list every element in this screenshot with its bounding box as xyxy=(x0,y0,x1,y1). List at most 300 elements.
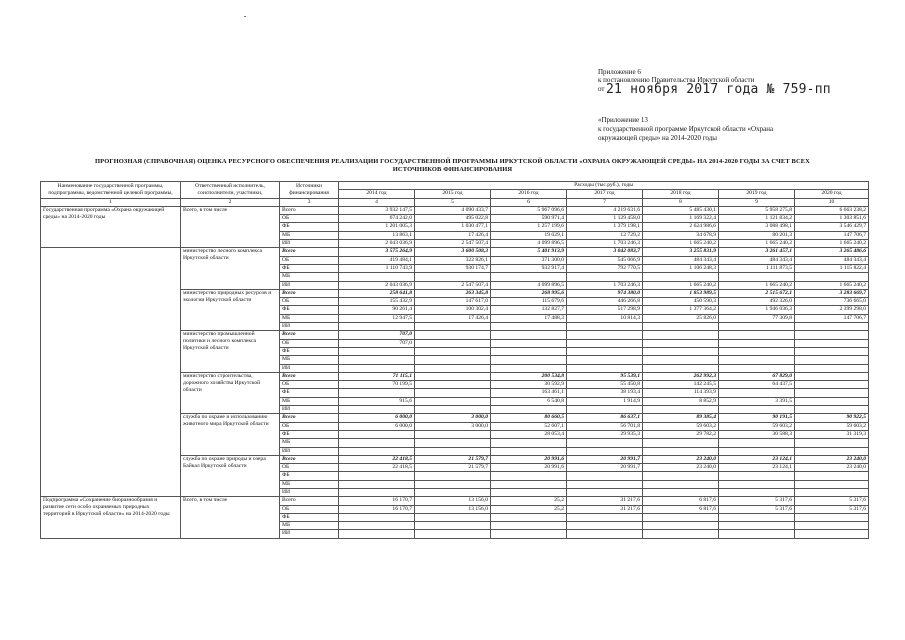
value-cell xyxy=(567,356,643,364)
value-cell xyxy=(567,488,643,496)
year-header: 2020 год xyxy=(795,190,869,198)
value-cell: 450 590,3 xyxy=(643,298,719,306)
scan-speck xyxy=(244,16,246,17)
value-cell: 1 665 240,2 xyxy=(719,240,795,248)
value-cell xyxy=(795,339,869,347)
value-cell: 59 603,2 xyxy=(795,422,869,430)
source-cell: ИИ xyxy=(280,530,339,538)
decree-prefix: от xyxy=(598,85,605,93)
value-cell xyxy=(795,389,869,397)
value-cell: 1 257 199,6 xyxy=(491,223,567,231)
value-cell xyxy=(795,381,869,389)
value-cell: 21 579,7 xyxy=(415,455,491,463)
value-cell xyxy=(795,439,869,447)
value-cell xyxy=(491,356,567,364)
value-cell xyxy=(795,331,869,339)
value-cell: 1 703 246,3 xyxy=(567,281,643,289)
value-cell: 38 193,4 xyxy=(567,389,643,397)
value-cell: 371 300,0 xyxy=(491,256,567,264)
value-cell: 4 099 896,5 xyxy=(491,240,567,248)
value-cell: 80 201,3 xyxy=(719,231,795,239)
value-cell: 29 935,3 xyxy=(567,430,643,438)
source-cell: ФБ xyxy=(280,472,339,480)
column-number: 8 xyxy=(643,198,719,206)
value-cell: 258 641,8 xyxy=(339,289,415,297)
value-cell xyxy=(415,381,491,389)
value-cell: 1 106 248,3 xyxy=(643,264,719,272)
value-cell xyxy=(719,472,795,480)
value-cell: 31 319,3 xyxy=(795,430,869,438)
value-cell xyxy=(719,339,795,347)
value-cell: 34 678,9 xyxy=(643,231,719,239)
source-cell: МБ xyxy=(280,314,339,322)
column-number: 3 xyxy=(280,198,339,206)
value-cell xyxy=(719,488,795,496)
program-name-cell xyxy=(41,372,181,413)
table-body xyxy=(41,206,869,538)
value-cell: 792 770,5 xyxy=(567,264,643,272)
value-cell xyxy=(643,339,719,347)
financing-table xyxy=(40,181,869,539)
value-cell: 1 946 036,3 xyxy=(719,306,795,314)
decree-date-stamp: 21 ноября 2017 года № 759-пп xyxy=(606,82,831,97)
value-cell: 484 343,4 xyxy=(719,256,795,264)
value-cell: 16 170,7 xyxy=(339,497,415,505)
value-cell: 21 579,7 xyxy=(415,464,491,472)
value-cell: 674 242,0 xyxy=(339,215,415,223)
value-cell xyxy=(795,323,869,331)
value-cell xyxy=(719,273,795,281)
value-cell: 95 539,1 xyxy=(567,372,643,380)
value-cell: 2 043 036,9 xyxy=(339,240,415,248)
appendix-6-label: Приложение 6 xyxy=(598,68,641,76)
value-cell: 5 317,6 xyxy=(719,505,795,513)
source-cell: ФБ xyxy=(280,513,339,521)
column-number: 2 xyxy=(181,198,280,206)
value-cell: 56 701,8 xyxy=(567,422,643,430)
value-cell xyxy=(491,347,567,355)
value-cell xyxy=(795,372,869,380)
value-cell: 71 115,1 xyxy=(339,372,415,380)
value-cell xyxy=(415,480,491,488)
value-cell: 59 603,2 xyxy=(643,422,719,430)
value-cell: 6 000,0 xyxy=(339,414,415,422)
column-numbers-row xyxy=(41,198,869,206)
value-cell: 5 958 275,8 xyxy=(719,206,795,214)
value-cell xyxy=(415,323,491,331)
value-cell: 915,6 xyxy=(339,397,415,405)
value-cell xyxy=(719,389,795,397)
executor-cell: министерство лесного комплекса Иркутской области xyxy=(181,248,280,289)
value-cell: 70 199,5 xyxy=(339,381,415,389)
value-cell: 22 418,5 xyxy=(339,455,415,463)
value-cell xyxy=(719,323,795,331)
value-cell: 6 663 238,2 xyxy=(795,206,869,214)
source-cell: ИИ xyxy=(280,364,339,372)
value-cell: 28 053,4 xyxy=(491,430,567,438)
source-cell: ИИ xyxy=(280,240,339,248)
value-cell xyxy=(415,522,491,530)
value-cell: 132 827,7 xyxy=(491,306,567,314)
value-cell: 90 261,4 xyxy=(339,306,415,314)
value-cell xyxy=(567,406,643,414)
value-cell: 1 201 005,3 xyxy=(339,223,415,231)
value-cell: 3 932 147,5 xyxy=(339,206,415,214)
value-cell: 2 515 672,1 xyxy=(719,289,795,297)
value-cell: 3 600 508,3 xyxy=(415,248,491,256)
value-cell: 4 099 896,5 xyxy=(491,281,567,289)
value-cell xyxy=(491,447,567,455)
value-cell: 1 665 240,2 xyxy=(795,240,869,248)
value-cell xyxy=(339,389,415,397)
value-cell: 8 852,9 xyxy=(643,397,719,405)
value-cell xyxy=(339,273,415,281)
value-cell: 6 817,6 xyxy=(643,505,719,513)
value-cell: 3 546 429,7 xyxy=(795,223,869,231)
value-cell xyxy=(719,364,795,372)
value-cell: 3 265 486,6 xyxy=(795,248,869,256)
value-cell xyxy=(415,331,491,339)
value-cell xyxy=(339,530,415,538)
value-cell xyxy=(415,472,491,480)
column-number: 4 xyxy=(339,198,415,206)
value-cell: 20 991,6 xyxy=(491,464,567,472)
value-cell: 23 124,1 xyxy=(719,464,795,472)
document-title xyxy=(40,158,865,174)
value-cell: 3 255 831,9 xyxy=(643,248,719,256)
value-cell: 1 665 240,2 xyxy=(795,281,869,289)
value-cell xyxy=(795,364,869,372)
source-cell: Всего xyxy=(280,455,339,463)
year-header: 2014 год xyxy=(339,190,415,198)
source-cell: ИИ xyxy=(280,281,339,289)
value-cell xyxy=(491,472,567,480)
column-number: 10 xyxy=(795,198,869,206)
value-cell: 31 217,6 xyxy=(567,505,643,513)
table-row xyxy=(41,455,869,463)
value-cell: 114 393,9 xyxy=(643,389,719,397)
value-cell: 1 030 477,1 xyxy=(415,223,491,231)
source-cell: МБ xyxy=(280,480,339,488)
value-cell: 1 129 458,0 xyxy=(567,215,643,223)
value-cell: 1 303 851,6 xyxy=(795,215,869,223)
value-cell xyxy=(339,472,415,480)
value-cell xyxy=(491,364,567,372)
value-cell xyxy=(415,447,491,455)
value-cell xyxy=(719,522,795,530)
col-header-name: Наименование государственной программы, подпрограммы, ведомственной целевой программы, xyxy=(41,182,181,199)
source-cell: ОБ xyxy=(280,505,339,513)
value-cell xyxy=(643,331,719,339)
source-cell: Всего xyxy=(280,206,339,214)
program-name-cell: Подпрограмма «Сохранение биоразнообразия и развитие сети особо охраняемых природных территорий в Иркутской области» на 2014-2020 годы xyxy=(41,497,181,538)
value-cell: 77 309,8 xyxy=(719,314,795,322)
value-cell xyxy=(643,472,719,480)
source-cell: ИИ xyxy=(280,488,339,496)
year-header: 2015 год xyxy=(415,190,491,198)
title-line-2: ИСТОЧНИКОВ ФИНАНСИРОВАНИЯ xyxy=(392,166,513,173)
column-number: 1 xyxy=(41,198,181,206)
executor-cell: служба по охране и использованию животного мира Иркутской области xyxy=(181,414,280,455)
value-cell xyxy=(567,439,643,447)
value-cell: 5 317,6 xyxy=(795,505,869,513)
value-cell: 200 534,8 xyxy=(491,372,567,380)
value-cell: 64 437,5 xyxy=(719,381,795,389)
value-cell xyxy=(415,372,491,380)
executor-cell: Всего, в том числе xyxy=(181,497,280,538)
value-cell: 707,0 xyxy=(339,331,415,339)
value-cell: 2 043 036,9 xyxy=(339,281,415,289)
value-cell: 1 115 822,4 xyxy=(795,264,869,272)
value-cell: 17 488,3 xyxy=(491,314,567,322)
value-cell xyxy=(567,472,643,480)
value-cell xyxy=(643,364,719,372)
value-cell xyxy=(567,513,643,521)
value-cell xyxy=(643,347,719,355)
value-cell xyxy=(415,339,491,347)
value-cell xyxy=(567,339,643,347)
table-row xyxy=(41,497,869,505)
value-cell: 86 637,1 xyxy=(567,414,643,422)
value-cell xyxy=(339,323,415,331)
source-cell: Всего xyxy=(280,497,339,505)
value-cell xyxy=(415,273,491,281)
col-header-source: Источники финансирования xyxy=(280,182,339,199)
source-cell: ОБ xyxy=(280,215,339,223)
value-cell xyxy=(719,447,795,455)
value-cell: 155 432,9 xyxy=(339,298,415,306)
value-cell xyxy=(795,530,869,538)
value-cell xyxy=(643,323,719,331)
source-cell: МБ xyxy=(280,439,339,447)
source-cell: ОБ xyxy=(280,464,339,472)
value-cell: 1 853 989,5 xyxy=(643,289,719,297)
value-cell: 25 826,0 xyxy=(643,314,719,322)
value-cell xyxy=(795,347,869,355)
source-cell: Всего xyxy=(280,331,339,339)
value-cell: 974 380,0 xyxy=(567,289,643,297)
value-cell xyxy=(643,530,719,538)
source-cell: ИИ xyxy=(280,447,339,455)
value-cell xyxy=(719,513,795,521)
value-cell: 10 814,3 xyxy=(567,314,643,322)
value-cell xyxy=(339,480,415,488)
value-cell: 484 343,4 xyxy=(795,256,869,264)
value-cell xyxy=(491,513,567,521)
year-header: 2017 год xyxy=(567,190,643,198)
value-cell: 19 029,1 xyxy=(491,231,567,239)
value-cell xyxy=(643,439,719,447)
value-cell: 492 326,0 xyxy=(719,298,795,306)
source-cell: Всего xyxy=(280,414,339,422)
value-cell: 147 706,7 xyxy=(795,314,869,322)
value-cell: 484 343,4 xyxy=(643,256,719,264)
program-name-cell xyxy=(41,331,181,372)
value-cell: 23 240,0 xyxy=(795,464,869,472)
column-number: 5 xyxy=(415,198,491,206)
value-cell: 30 592,9 xyxy=(491,381,567,389)
value-cell xyxy=(795,488,869,496)
program-name-cell: Государственная программа «Охрана окружающей среды» на 2014-2020 годы xyxy=(41,206,181,247)
value-cell xyxy=(719,331,795,339)
value-cell: 707,0 xyxy=(339,339,415,347)
source-cell: ОБ xyxy=(280,256,339,264)
value-cell: 4 219 631,6 xyxy=(567,206,643,214)
value-cell xyxy=(491,439,567,447)
value-cell: 3 000,0 xyxy=(415,422,491,430)
value-cell xyxy=(415,530,491,538)
program-name-cell xyxy=(41,289,181,330)
value-cell: 147 706,7 xyxy=(795,231,869,239)
value-cell: 52 607,1 xyxy=(491,422,567,430)
value-cell: 1 665 240,2 xyxy=(643,240,719,248)
value-cell: 3 000,0 xyxy=(415,414,491,422)
value-cell xyxy=(567,447,643,455)
value-cell xyxy=(339,364,415,372)
value-cell xyxy=(795,447,869,455)
source-cell: ИИ xyxy=(280,323,339,331)
value-cell xyxy=(643,356,719,364)
value-cell xyxy=(643,513,719,521)
source-cell: МБ xyxy=(280,522,339,530)
value-cell xyxy=(643,488,719,496)
source-cell: ФБ xyxy=(280,223,339,231)
value-cell: 1 665 240,2 xyxy=(643,281,719,289)
executor-cell: служба по охране природы и озера Байкал Иркутской области xyxy=(181,455,280,496)
value-cell xyxy=(415,439,491,447)
value-cell xyxy=(415,356,491,364)
value-cell: 1 121 834,2 xyxy=(719,215,795,223)
table-row xyxy=(41,331,869,339)
value-cell xyxy=(719,356,795,364)
program-name-cell xyxy=(41,248,181,289)
value-cell: 2 547 507,4 xyxy=(415,240,491,248)
value-cell xyxy=(339,488,415,496)
value-cell: 20 991,7 xyxy=(567,455,643,463)
column-number: 9 xyxy=(719,198,795,206)
table-row xyxy=(41,206,869,214)
value-cell xyxy=(339,347,415,355)
source-cell: Всего xyxy=(280,372,339,380)
executor-cell: министерство промышленной политики и лесного комплекса Иркутской области xyxy=(181,331,280,372)
source-cell: МБ xyxy=(280,231,339,239)
source-cell: ФБ xyxy=(280,347,339,355)
value-cell: 932 917,4 xyxy=(491,264,567,272)
source-cell: ОБ xyxy=(280,339,339,347)
value-cell: 1 111 873,5 xyxy=(719,264,795,272)
value-cell xyxy=(491,273,567,281)
col-header-executor: Ответственный исполнитель, соисполнители, участники, xyxy=(181,182,280,199)
value-cell xyxy=(415,347,491,355)
value-cell: 736 665,0 xyxy=(795,298,869,306)
title-line-1: ПРОГНОЗНАЯ (СПРАВОЧНАЯ) ОЦЕНКА РЕСУРСНОГО ОБЕСПЕЧЕНИЯ РЕАЛИЗАЦИИ ГОСУДАРСТВЕННОЙ ПРОГРАММЫ ИРКУТСКОЙ ОБЛАСТИ «ОХРАНА ОКРУЖАЮЩЕЙ СРЕДЫ» НА 2014-2020 ГОДЫ ЗА СЧЕТ ВСЕХ xyxy=(95,158,810,165)
value-cell: 4 090 433,7 xyxy=(415,206,491,214)
value-cell: 89 385,4 xyxy=(643,414,719,422)
value-cell: 6 817,6 xyxy=(643,497,719,505)
value-cell xyxy=(415,364,491,372)
value-cell: 23 240,0 xyxy=(643,455,719,463)
value-cell xyxy=(491,488,567,496)
source-cell: ОБ xyxy=(280,422,339,430)
value-cell: 13 156,0 xyxy=(415,505,491,513)
value-cell xyxy=(491,339,567,347)
year-header: 2018 год xyxy=(643,190,719,198)
value-cell: 5 317,6 xyxy=(795,497,869,505)
program-name-cell xyxy=(41,414,181,455)
value-cell xyxy=(643,522,719,530)
value-cell: 22 418,5 xyxy=(339,464,415,472)
col-header-expenses: Расходы (тыс.руб.), годы xyxy=(339,182,869,190)
value-cell: 30 588,3 xyxy=(719,430,795,438)
value-cell: 419 484,1 xyxy=(339,256,415,264)
value-cell xyxy=(339,447,415,455)
value-cell: 1 703 246,3 xyxy=(567,240,643,248)
value-cell: 16 170,7 xyxy=(339,505,415,513)
value-cell xyxy=(795,406,869,414)
value-cell xyxy=(491,480,567,488)
value-cell: 100 302,4 xyxy=(415,306,491,314)
value-cell xyxy=(567,323,643,331)
value-cell: 3 261 457,1 xyxy=(719,248,795,256)
value-cell: 67 829,0 xyxy=(719,372,795,380)
value-cell: 55 450,8 xyxy=(567,381,643,389)
value-cell: 163 461,1 xyxy=(491,389,567,397)
value-cell: 263 345,8 xyxy=(415,289,491,297)
value-cell xyxy=(491,406,567,414)
value-cell: 3 283 669,7 xyxy=(795,289,869,297)
value-cell: 322 826,1 xyxy=(415,256,491,264)
year-header: 2019 год xyxy=(719,190,795,198)
decree-line: к постановлению Правительства Иркутской области xyxy=(598,76,755,84)
source-cell: Всего xyxy=(280,248,339,256)
value-cell: 5 485 430,1 xyxy=(643,206,719,214)
value-cell xyxy=(339,356,415,364)
value-cell xyxy=(795,472,869,480)
column-number: 6 xyxy=(491,198,567,206)
value-cell xyxy=(795,522,869,530)
value-cell: 1 110 743,9 xyxy=(339,264,415,272)
value-cell: 90 191,5 xyxy=(719,414,795,422)
value-cell: 3 042 083,7 xyxy=(567,248,643,256)
value-cell: 590 971,4 xyxy=(491,215,567,223)
value-cell: 3 391,5 xyxy=(719,397,795,405)
value-cell xyxy=(567,480,643,488)
program-name-cell xyxy=(41,455,181,496)
value-cell: 5 317,6 xyxy=(719,497,795,505)
value-cell: 1 914,9 xyxy=(567,397,643,405)
value-cell xyxy=(339,430,415,438)
value-cell: 6 540,8 xyxy=(491,397,567,405)
value-cell: 3 088 498,1 xyxy=(719,223,795,231)
value-cell xyxy=(643,406,719,414)
value-cell xyxy=(339,439,415,447)
value-cell: 12 947,5 xyxy=(339,314,415,322)
value-cell xyxy=(415,397,491,405)
value-cell xyxy=(491,530,567,538)
value-cell: 545 066,9 xyxy=(567,256,643,264)
value-cell: 12 729,2 xyxy=(567,231,643,239)
value-cell xyxy=(795,513,869,521)
value-cell xyxy=(415,513,491,521)
source-cell: ФБ xyxy=(280,430,339,438)
source-cell: МБ xyxy=(280,356,339,364)
value-cell xyxy=(795,480,869,488)
value-cell xyxy=(643,480,719,488)
value-cell: 31 217,6 xyxy=(567,497,643,505)
value-cell xyxy=(415,406,491,414)
value-cell xyxy=(491,331,567,339)
value-cell: 5 401 913,9 xyxy=(491,248,567,256)
